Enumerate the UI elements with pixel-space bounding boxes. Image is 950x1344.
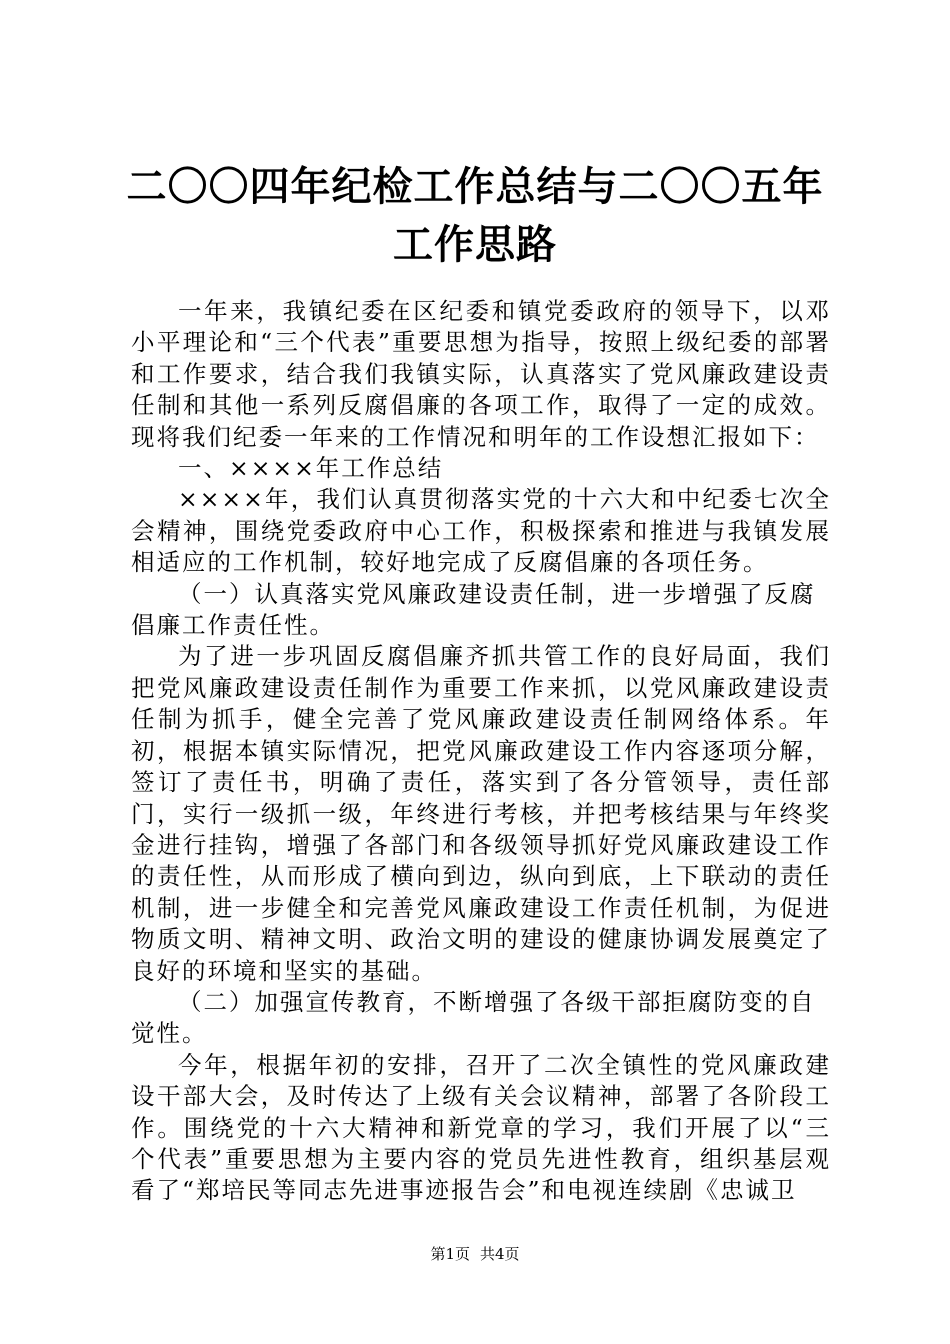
- document-body: [131, 296, 831, 1207]
- document-title: 二〇〇四年纪检工作总结与二〇〇五年工作思路: [126, 164, 824, 268]
- intro-paragraph: 一年来，我镇纪委在区纪委和镇党委政府的领导下，以邓小平理论和“三个代表”重要思想为指导，按照上级纪委的部署和工作要求，结合我们我镇实际，认真落实了党风廉政建设责任制和其他一系列反腐倡廉的各项工作，取得了一定的成效。现将我们纪委一年来的工作情况和明年的工作设想汇报如下：: [131, 297, 831, 451]
- education-paragraph: 今年，根据年初的安排，召开了二次全镇性的党风廉政建设干部大会，及时传达了上级有关会议精神，部署了各阶段工作。围绕党的十六大精神和新党章的学习，我们开展了以“三个代表”重要思想为主要内容的党员先进性教育，组织基层观看了“郑培民等同志先进事迹报告会”和电视连续剧《忠诚卫: [131, 1050, 831, 1205]
- section-heading-1: 一、××××年工作总结: [178, 454, 444, 483]
- summary-paragraph: ××××年，我们认真贯彻落实党的十六大和中纪委七次全会精神，围绕党委政府中心工作，积极探索和推进与我镇发展相适应的工作机制，较好地完成了反腐倡廉的各项任务。: [131, 485, 831, 577]
- subsection-heading-1: （一）认真落实党风廉政建设责任制，进一步增强了反腐倡廉工作责任性。: [131, 579, 816, 640]
- page-footer: [0, 1244, 950, 1264]
- responsibility-paragraph: 为了进一步巩固反腐倡廉齐抓共管工作的良好局面，我们把党风廉政建设责任制作为重要工作来抓，以党风廉政建设责任制为抓手，健全完善了党风廉政建设责任制网络体系。年初，根据本镇实际情况，把党风廉政建设工作内容逐项分解，签订了责任书，明确了责任，落实到了各分管领导，责任部门，实行一级抓一级，年终进行考核，并把考核结果与年终奖金进行挂钩，增强了各部门和各级领导抓好党风廉政建设工作的责任性，从而形成了横向到边，纵向到底，上下联动的责任机制，进一步健全和完善党风廉政建设工作责任机制，为促进物质文明、精神文明、政治文明的建设的健康协调发展奠定了良好的环境和坚实的基础。: [131, 642, 831, 985]
- page-total: 共4页: [480, 1245, 520, 1263]
- subsection-heading-2: （二）加强宣传教育，不断增强了各级干部拒腐防变的自觉性。: [131, 987, 816, 1048]
- page-number: 第1页: [430, 1245, 470, 1263]
